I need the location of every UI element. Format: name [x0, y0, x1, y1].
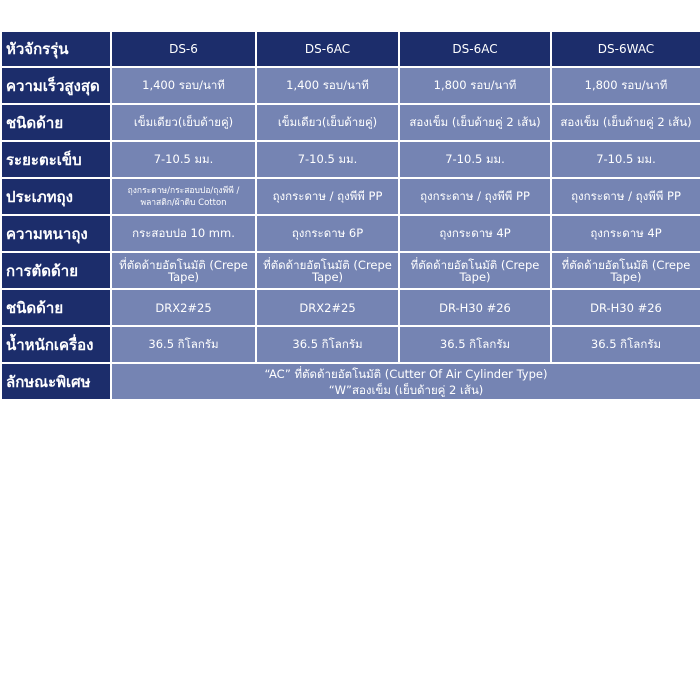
table-cell: DR-H30 #26 [399, 289, 551, 326]
model-ds-6wac: DS-6WAC [551, 31, 700, 67]
table-cell: 36.5 กิโลกรัม [551, 326, 700, 363]
special-note-ac: “AC” ที่ตัดด้ายอัตโนมัติ (Cutter Of Air Cylinder Type) [264, 366, 548, 381]
table-cell: 1,400 รอบ/นาที [111, 67, 256, 104]
table-cell: ถุงกระดาษ 4P [551, 215, 700, 252]
row-label: ความหนาถุง [1, 215, 111, 252]
table-cell: DRX2#25 [256, 289, 399, 326]
row-label: ประเภทถุง [1, 178, 111, 215]
row-bag-type [1, 178, 700, 215]
row-bag-thickness [1, 215, 700, 252]
spec-table [0, 30, 700, 401]
row-label: ลักษณะพิเศษ [1, 363, 111, 400]
special-features-cell [111, 363, 700, 400]
table-cell: เข็มเดียว(เย็บด้ายคู่) [256, 104, 399, 141]
table-cell: ที่ตัดด้ายอัตโนมัติ (Crepe Tape) [551, 252, 700, 289]
row-label: การตัดด้าย [1, 252, 111, 289]
table-cell: 36.5 กิโลกรัม [111, 326, 256, 363]
row-special-features [1, 363, 700, 400]
table-cell: ที่ตัดด้ายอัตโนมัติ (Crepe Tape) [256, 252, 399, 289]
table-cell: DRX2#25 [111, 289, 256, 326]
table-cell: ถุงกระดาษ 6P [256, 215, 399, 252]
table-cell: กระสอบปอ 10 mm. [111, 215, 256, 252]
table-cell: ถุงกระดาษ 4P [399, 215, 551, 252]
row-thread-type [1, 104, 700, 141]
table-cell: ถุงกระดาษ / ถุงพีพี PP [399, 178, 551, 215]
table-cell: 7-10.5 มม. [111, 141, 256, 178]
row-label: น้ำหนักเครื่อง [1, 326, 111, 363]
table-cell: 7-10.5 มม. [399, 141, 551, 178]
table-cell: 7-10.5 มม. [551, 141, 700, 178]
row-label: ชนิดด้าย [1, 289, 111, 326]
row-label: ชนิดด้าย [1, 104, 111, 141]
table-cell: ถุงกระดาษ / ถุงพีพี PP [551, 178, 700, 215]
header-label: หัวจักรรุ่น [1, 31, 111, 67]
row-thread-model [1, 289, 700, 326]
table-cell: 36.5 กิโลกรัม [399, 326, 551, 363]
row-label: ระยะตะเข็บ [1, 141, 111, 178]
table-cell: ถุงกระดาษ/กระสอบปอ/ถุงพีพี /พลาสติก/ผ้าดิบ Cotton [111, 178, 256, 215]
row-max-speed [1, 67, 700, 104]
table-cell: 7-10.5 มม. [256, 141, 399, 178]
row-thread-cutting [1, 252, 700, 289]
row-label: ความเร็วสูงสุด [1, 67, 111, 104]
row-machine-weight [1, 326, 700, 363]
model-ds-6ac: DS-6AC [256, 31, 399, 67]
table-cell: สองเข็ม (เย็บด้ายคู่ 2 เส้น) [551, 104, 700, 141]
table-cell: เข็มเดียว(เย็บด้ายคู่) [111, 104, 256, 141]
table-cell: 36.5 กิโลกรัม [256, 326, 399, 363]
table-header-row [1, 31, 700, 67]
table-cell: ถุงกระดาษ / ถุงพีพี PP [256, 178, 399, 215]
model-ds-6ac-2: DS-6AC [399, 31, 551, 67]
table-cell: ที่ตัดด้ายอัตโนมัติ (Crepe Tape) [111, 252, 256, 289]
table-cell: ที่ตัดด้ายอัตโนมัติ (Crepe Tape) [399, 252, 551, 289]
special-note-w: “W”สองเข็ม (เย็บด้ายคู่ 2 เส้น) [328, 382, 484, 397]
table-cell: 1,800 รอบ/นาที [551, 67, 700, 104]
table-cell: DR-H30 #26 [551, 289, 700, 326]
model-ds-6: DS-6 [111, 31, 256, 67]
table-cell: 1,800 รอบ/นาที [399, 67, 551, 104]
table-cell: สองเข็ม (เย็บด้ายคู่ 2 เส้น) [399, 104, 551, 141]
table-cell: 1,400 รอบ/นาที [256, 67, 399, 104]
row-stitch-length [1, 141, 700, 178]
